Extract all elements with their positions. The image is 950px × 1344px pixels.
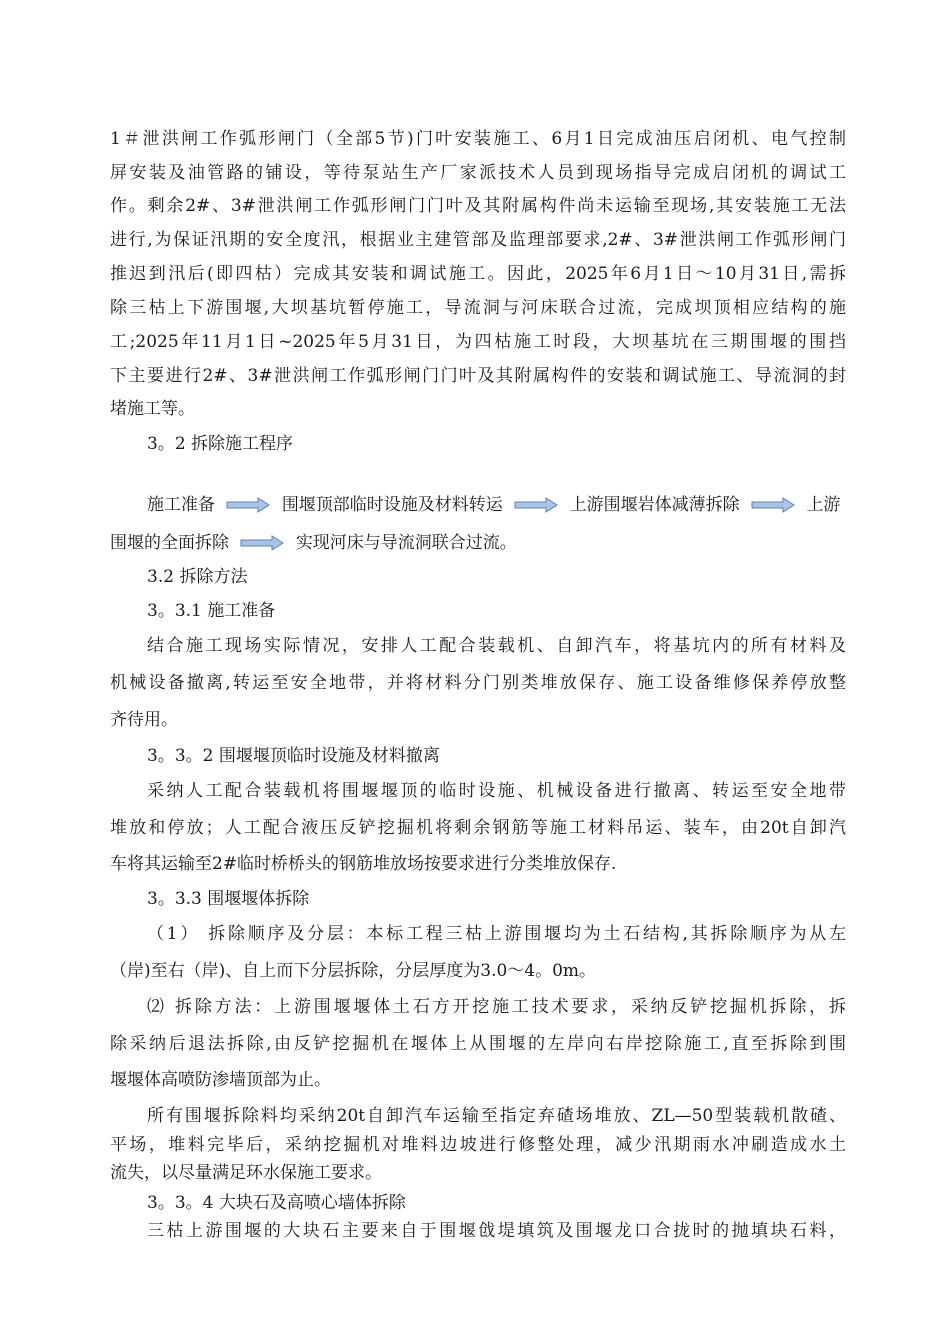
paragraph-line: 堵施工等。 <box>110 399 195 419</box>
paragraph-line: 堰堰体高喷防渗墙顶部为止。 <box>110 1070 331 1090</box>
paragraph-line: 进行,为保证汛期的安全度汛，根据业主建管部及监理部要求,2#、3#泄洪闸工作弧形闸门 <box>110 230 846 250</box>
section-heading: 3.2 拆除方法 <box>147 567 248 587</box>
paragraph-line: 机械设备撤离,转运至安全地带，并将材料分门别类堆放保存、施工设备维修保养停放整 <box>110 673 846 693</box>
paragraph-line: 车将其运输至2#临时桥桥头的钢筋堆放场按要求进行分类堆放保存. <box>110 854 617 874</box>
paragraph-line: （1） 拆除顺序及分层：本标工程三枯上游围堰均为土石结构,其拆除顺序为从左 <box>147 924 846 944</box>
paragraph-line: 屏安装及油管路的铺设，等待泵站生产厂家派技术人员到现场指导完成启闭机的调试工 <box>110 163 846 183</box>
paragraph-line: 工;2025年11月1日~2025年5月31日，为四枯施工时段，大坝基坑在三期围堰的围挡 <box>110 332 846 352</box>
paragraph-line: 除采纳后退法拆除,由反铲挖掘机在堰体上从围堰的左岸向右岸挖除施工,直至拆除到围 <box>110 1034 846 1054</box>
right-arrow-icon <box>240 535 284 551</box>
section-heading: 3。3.3 围堰堰体拆除 <box>147 889 310 909</box>
paragraph-line: （岸)至右（岸)、自上而下分层拆除，分层厚度为3.0～4。0m。 <box>110 961 597 981</box>
paragraph-line: 流失，以尽量满足环水保施工要求。 <box>110 1163 382 1183</box>
paragraph-line: 平场，堆料完毕后，采纳挖掘机对堆料边坡进行修整处理，减少汛期雨水冲刷造成水土 <box>110 1135 846 1155</box>
right-arrow-icon <box>226 497 270 513</box>
flow-step: 上游 <box>806 494 841 515</box>
section-heading: 3。3。4 大块石及高喷心墙体拆除 <box>147 1193 406 1213</box>
flow-step: 实现河床与导流洞联合过流。 <box>295 532 517 553</box>
flow-step: 上游围堰岩体减薄拆除 <box>569 494 740 515</box>
paragraph-line: 所有围堰拆除料均采纳20t自卸汽车运输至指定弃碴场堆放、ZL—50型装载机散碴、 <box>147 1106 846 1126</box>
flow-step: 围堰顶部临时设施及材料转运 <box>281 494 503 515</box>
right-arrow-icon <box>751 497 795 513</box>
paragraph-line: 下主要进行2#、3#泄洪闸工作弧形闸门门叶及其附属构件的安装和调试施工、导流洞的封 <box>110 366 846 386</box>
process-flow <box>147 487 840 521</box>
section-heading: 3。2 拆除施工程序 <box>147 434 294 454</box>
paragraph-line: 作。剩余2#、3#泄洪闸工作弧形闸门门叶及其附属构件尚未运输至现场,其安装施工无法 <box>110 196 846 216</box>
flow-step: 围堰的全面拆除 <box>110 532 229 553</box>
paragraph-line: 采纳人工配合装载机将围堰堰顶的临时设施、机械设备进行撤离、转运至安全地带 <box>147 781 846 801</box>
paragraph-line: 除三枯上下游围堰,大坝基坑暂停施工，导流洞与河床联合过流，完成坝顶相应结构的施 <box>110 298 846 318</box>
section-heading: 3。3.1 施工准备 <box>147 601 276 621</box>
paragraph-line: 堆放和停放；人工配合液压反铲挖掘机将剩余钢筋等施工材料吊运、装车，由20t自卸汽 <box>110 818 846 838</box>
paragraph-line: ⑵ 拆除方法：上游围堰堰体土石方开挖施工技术要求，采纳反铲挖掘机拆除，拆 <box>147 997 846 1017</box>
paragraph-line: 推迟到汛后(即四枯）完成其安装和调试施工。因此，2025年6月1日～10月31日,需拆 <box>110 264 846 284</box>
paragraph-line: 1＃泄洪闸工作弧形闸门（全部5节)门叶安装施工、6月1日完成油压启闭机、电气控制 <box>110 129 846 149</box>
section-heading: 3。3。2 围堰堰顶临时设施及材料撤离 <box>147 746 440 766</box>
right-arrow-icon <box>514 497 558 513</box>
paragraph-line: 结合施工现场实际情况，安排人工配合装载机、自卸汽车，将基坑内的所有材料及 <box>147 636 846 656</box>
paragraph-line: 三枯上游围堰的大块石主要来自于围堰戗堤填筑及围堰龙口合拢时的抛填块石料， <box>147 1221 846 1241</box>
paragraph-line: 齐待用。 <box>110 710 178 730</box>
process-flow <box>110 525 517 559</box>
flow-step: 施工准备 <box>147 494 215 515</box>
